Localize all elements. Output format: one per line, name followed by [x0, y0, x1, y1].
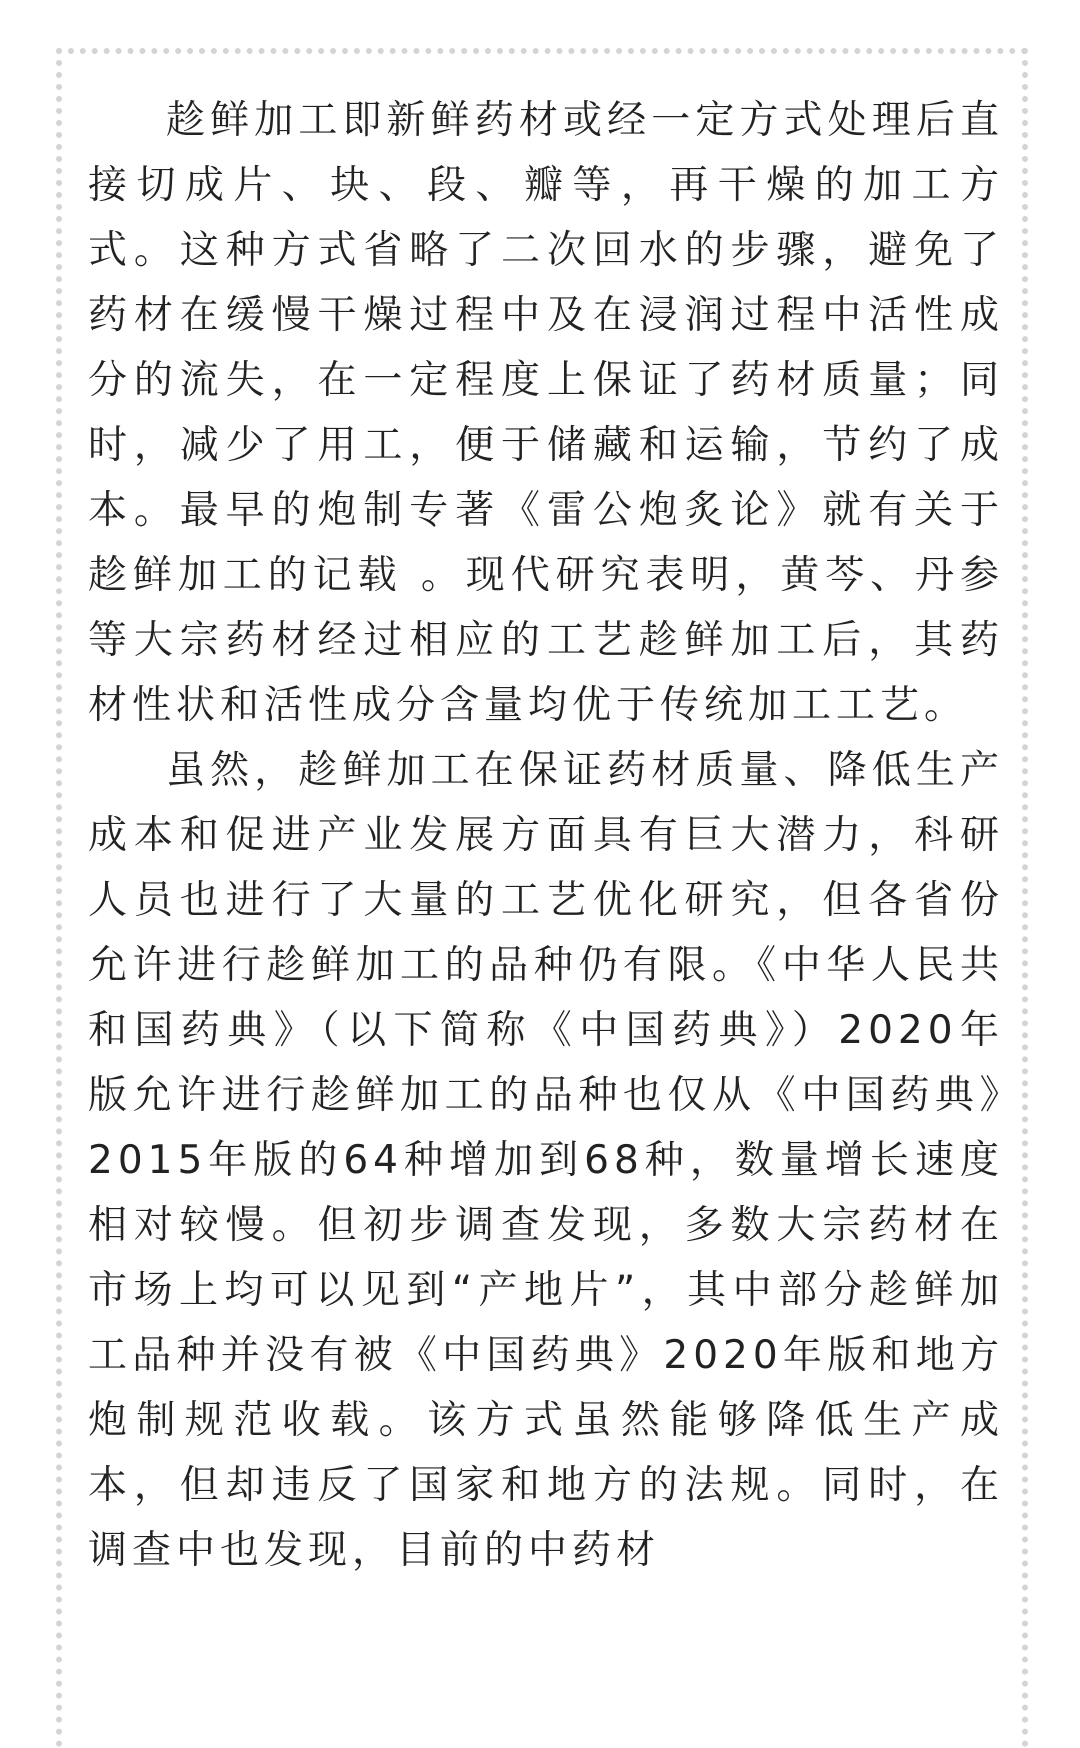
article-body — [88, 88, 1004, 1583]
paragraph-2: 虽然，趁鲜加工在保证药材质量、降低生产成本和促进产业发展方面具有巨大潜力，科研人员也进行了大量的工艺优化研究，但各省份允许进行趁鲜加工的品种仍有限。《中华人民共和国药典》（以下简称《中国药典》）2020年版允许进行趁鲜加工的品种也仅从《中国药典》2015年版的64种增加到68种，数量增长速度相对较慢。但初步调查发现，多数大宗药材在市场上均可以见到“产地片”，其中部分趁鲜加工品种并没有被《中国药典》2020年版和地方炮制规范收载。该方式虽然能够降低生产成本，但却违反了国家和地方的法规。同时，在调查中也发现，目前的中药材 — [88, 748, 1004, 1573]
paragraph-1: 趁鲜加工即新鲜药材或经一定方式处理后直接切成片、块、段、瓣等，再干燥的加工方式。这种方式省略了二次回水的步骤，避免了药材在缓慢干燥过程中及在浸润过程中活性成分的流失，在一定程度上保证了药材质量；同时，减少了用工，便于储藏和运输，节约了成本。最早的炮制专著《雷公炮炙论》就有关于趁鲜加工的记载 。现代研究表明，黄芩、丹参等大宗药材经过相应的工艺趁鲜加工后，其药材性状和活性成分含量均优于传统加工工艺。 — [88, 98, 1004, 728]
